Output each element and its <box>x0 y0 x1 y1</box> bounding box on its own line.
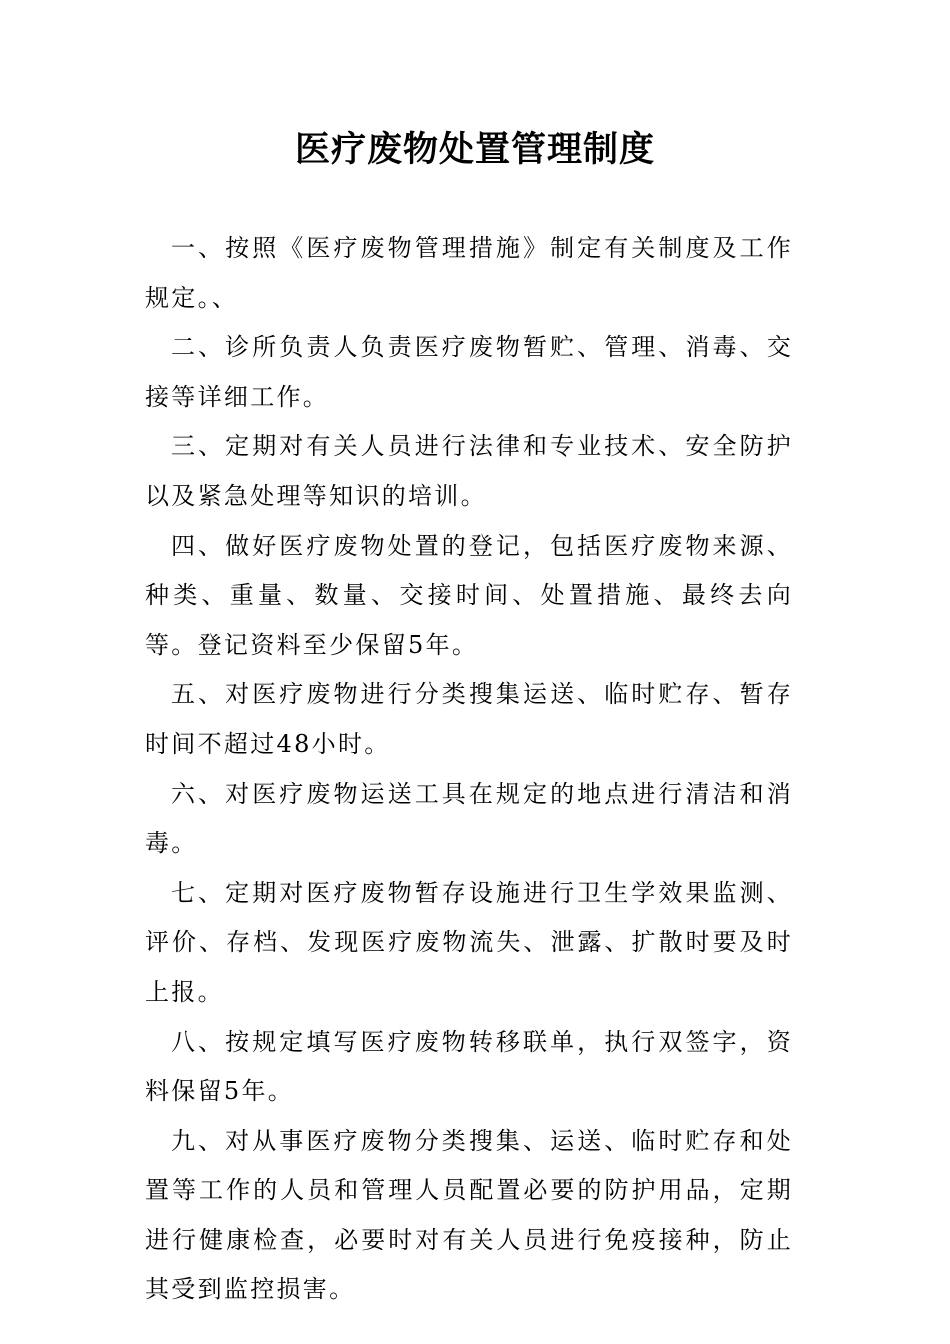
paragraph-7: 七、定期对医疗废物暂存设施进行卫生学效果监测、评价、存档、发现医疗废物流失、泄露、扩散时要及时上报。 <box>145 878 793 1006</box>
document-title: 医疗废物处置管理制度 <box>294 130 655 170</box>
paragraph-9: 九、对从事医疗废物分类搜集、运送、临时贮存和处置等工作的人员和管理人员配置必要的防护用品，定期进行健康检查，必要时对有关人员进行免疫接种，防止其受到监控损害。 <box>145 1126 793 1304</box>
paragraph-8: 八、按规定填写医疗废物转移联单，执行双签字，资料保留5年。 <box>145 1027 793 1106</box>
paragraph-4: 四、做好医疗废物处置的登记，包括医疗废物来源、种类、重量、数量、交接时间、处置措施、最终去向等。登记资料至少保留5年。 <box>145 531 793 659</box>
document-body <box>145 224 793 1315</box>
paragraph-2: 二、诊所负责人负责医疗废物暂贮、管理、消毒、交接等详细工作。 <box>145 333 793 411</box>
paragraph-3: 三、定期对有关人员进行法律和专业技术、安全防护以及紧急处理等知识的培训。 <box>145 432 793 510</box>
paragraph-6: 六、对医疗废物运送工具在规定的地点进行清洁和消毒。 <box>145 779 793 858</box>
paragraph-1: 一、按照《医疗废物管理措施》制定有关制度及工作规定。、 <box>145 234 793 312</box>
paragraph-5: 五、对医疗废物进行分类搜集运送、临时贮存、暂存时间不超过48小时。 <box>145 680 793 758</box>
